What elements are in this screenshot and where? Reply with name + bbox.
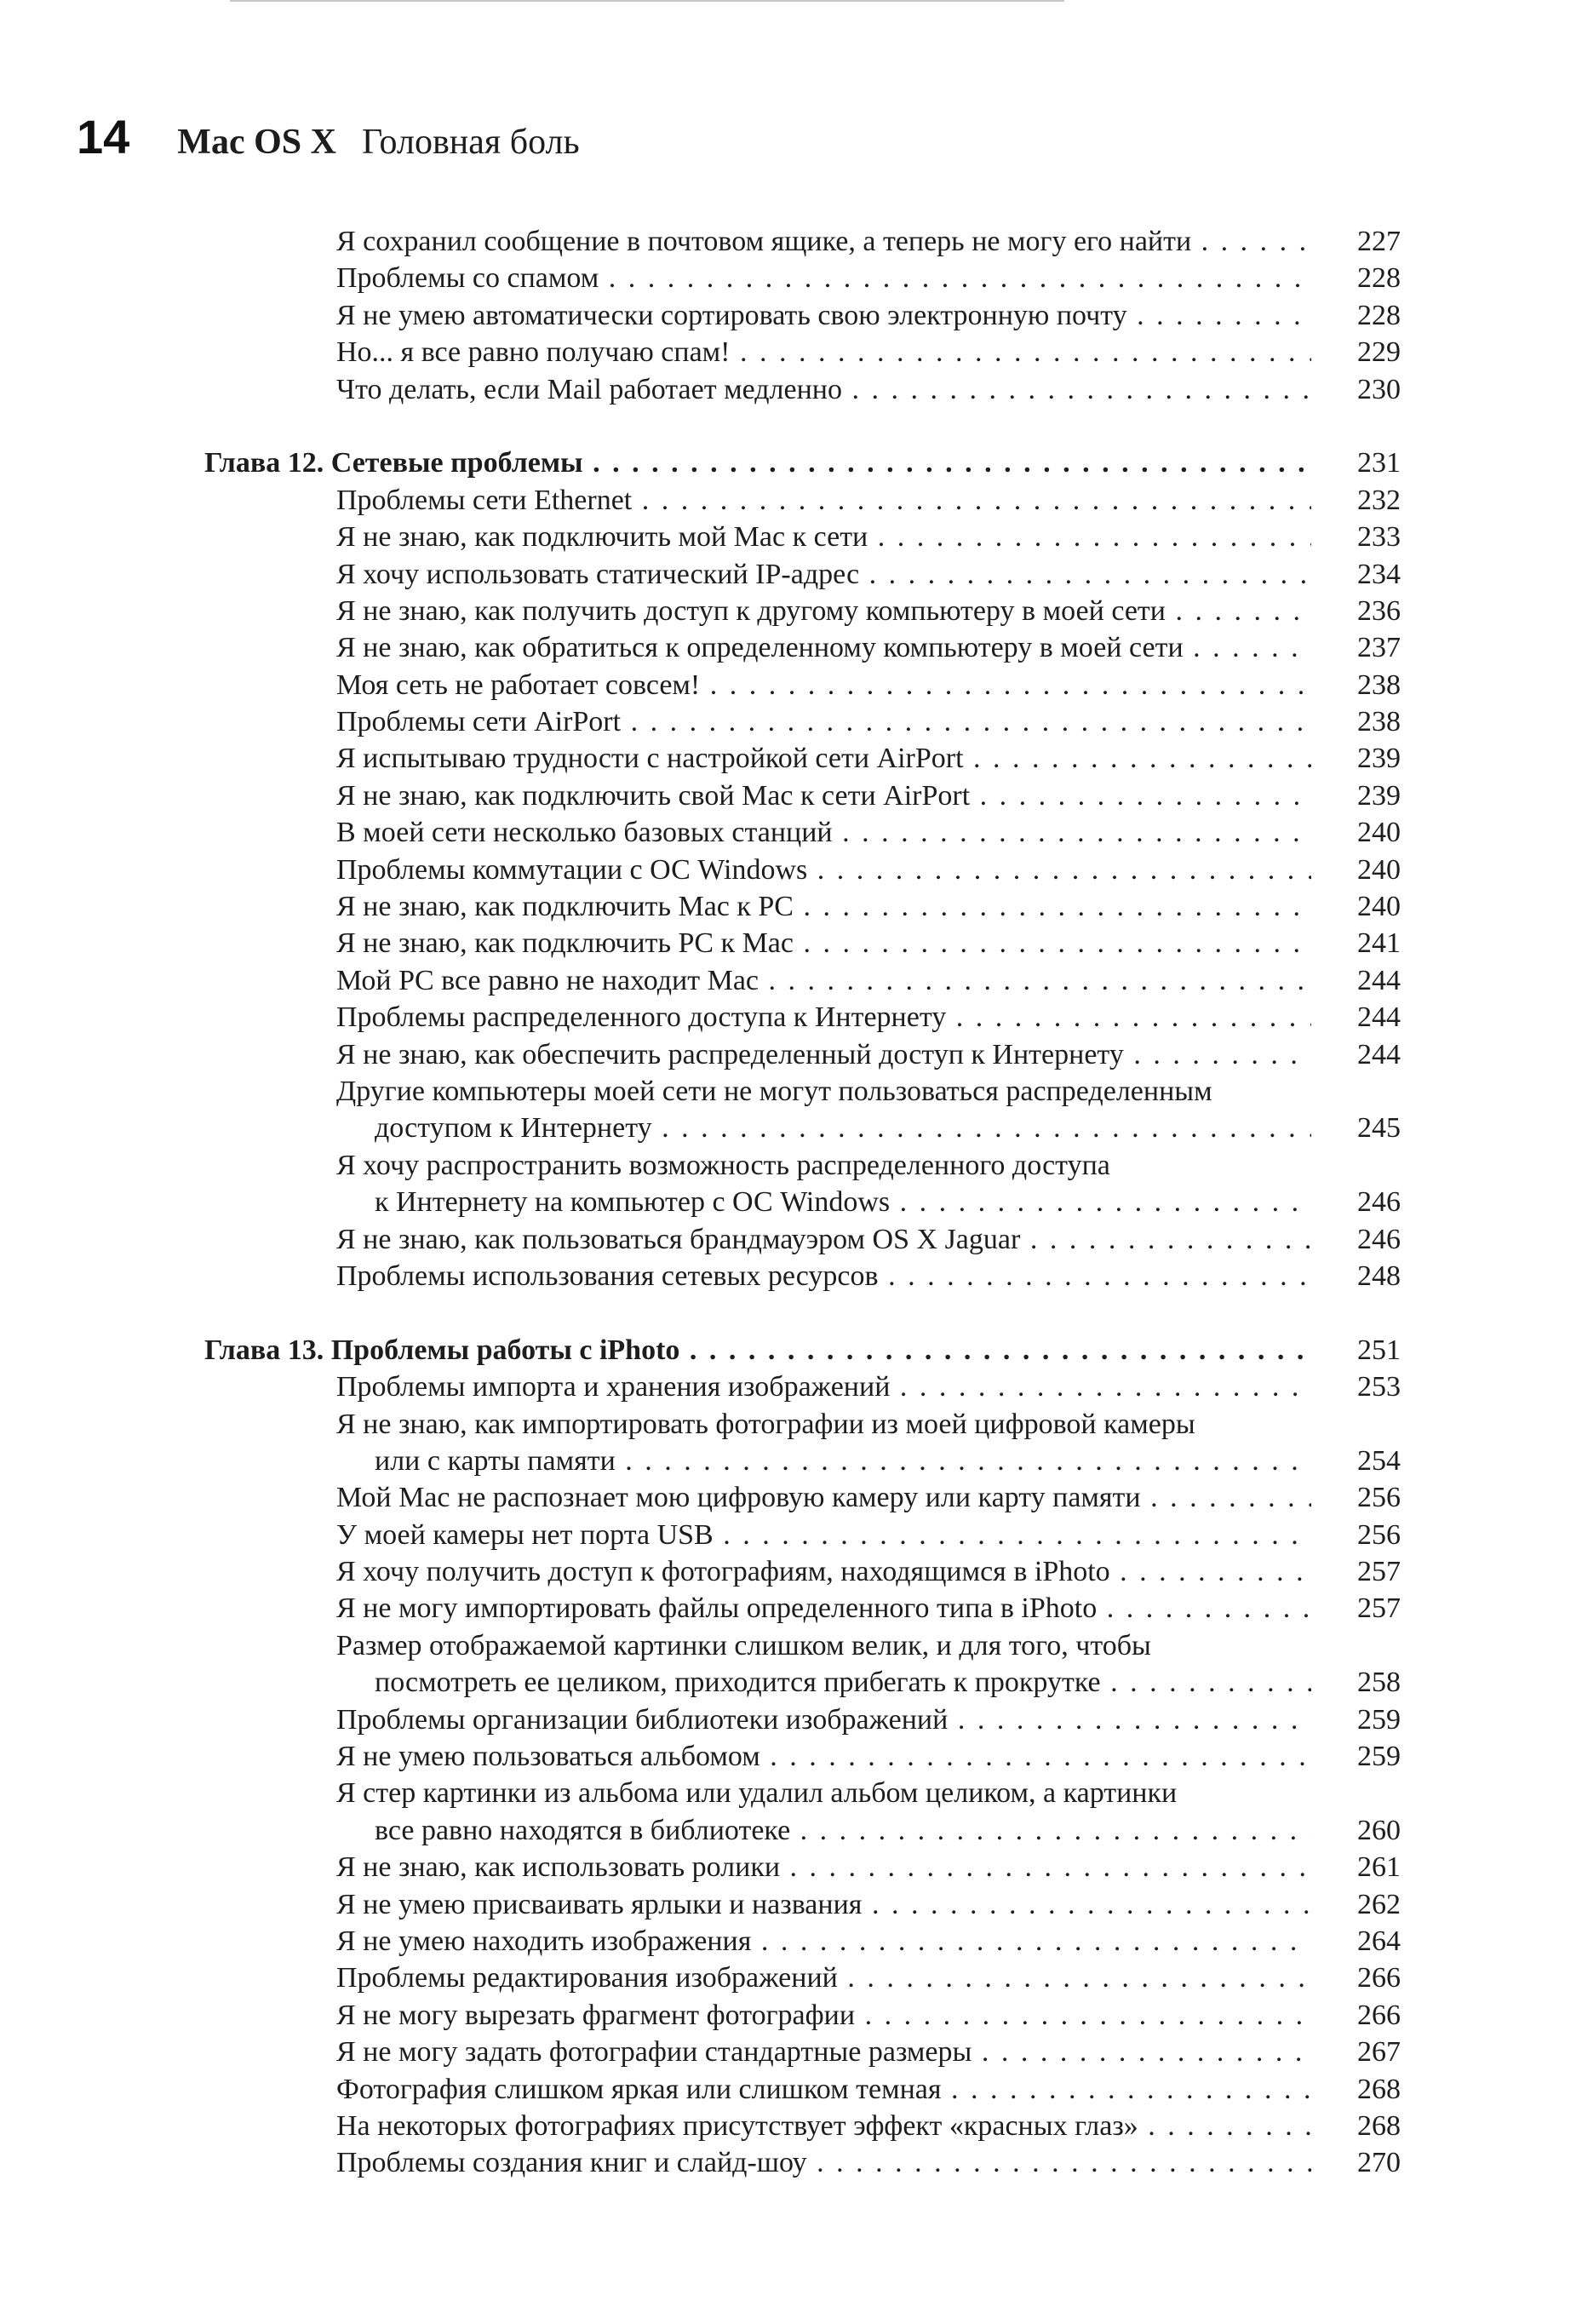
toc-entry: [0, 1701, 1582, 1738]
chapter-gap: [0, 408, 1582, 445]
toc-entry-title: Я не знаю, как подключить PC к Mac . . .: [336, 925, 1311, 961]
toc-entry-title: Мой Mac не распознает мою цифровую камеру или карту памяти . . .: [336, 1479, 1311, 1516]
toc-entry-page: 257: [1357, 1556, 1401, 1588]
toc-entry: [0, 1886, 1582, 1923]
toc-entry-title: Я не знаю, как подключить свой Mac к сети AirPort . . .: [336, 778, 1311, 814]
toc-entry-page: 246: [1357, 1186, 1401, 1219]
toc-entry-page: 236: [1357, 594, 1401, 627]
toc-entry-continuation: [0, 1812, 1582, 1849]
toc-entry: [0, 2108, 1582, 2144]
toc-entry-title: Я испытываю трудности с настройкой сети AirPort . . .: [336, 740, 1311, 777]
toc-entry-page: 254: [1357, 1444, 1401, 1477]
toc-entry-page: 244: [1357, 964, 1401, 996]
toc-entry-title: Я не знаю, как подключить мой Mac к сети . . .: [336, 519, 1311, 555]
toc-entry: [0, 223, 1582, 260]
toc-entry-page: 230: [1357, 373, 1401, 405]
toc-entry: [0, 1479, 1582, 1516]
toc-entry-page: 262: [1357, 1888, 1401, 1920]
toc-entry: [0, 888, 1582, 925]
toc-entry-page: 266: [1357, 1999, 1401, 2031]
toc-entry-page: 246: [1357, 1223, 1401, 1255]
toc-entry-title: Я не знаю, как обратиться к определенному компьютеру в моей сети . . .: [336, 629, 1311, 666]
toc-entry: [0, 1923, 1582, 1960]
toc-chapter-page: 251: [1357, 1334, 1401, 1366]
toc-entry-page: 258: [1357, 1667, 1401, 1699]
toc-entry-page: 227: [1357, 226, 1401, 257]
toc-entry-title: Проблемы редактирования изображений . . .: [336, 1960, 1311, 1996]
toc-entry: [0, 1775, 1582, 1811]
toc-entry-page: 233: [1357, 521, 1401, 554]
toc-entry-title: Я не знаю, как пользоваться брандмауэром OS X Jaguar . . .: [336, 1221, 1311, 1258]
toc-entry-title: Я хочу получить доступ к фотографиям, находящимся в iPhoto . . .: [336, 1553, 1311, 1590]
toc-entry: [0, 740, 1582, 777]
toc-entry: [0, 999, 1582, 1036]
toc-entry-page: 241: [1357, 927, 1401, 960]
toc-entry-page: 256: [1357, 1518, 1401, 1551]
toc-entry-page: 239: [1357, 779, 1401, 812]
toc-entry: [0, 703, 1582, 740]
toc-entry: [0, 2144, 1582, 2181]
toc-chapter-page: 231: [1357, 447, 1401, 479]
toc-entry-page: 228: [1357, 262, 1401, 295]
toc-entry: [0, 1369, 1582, 1405]
toc-entry: [0, 1073, 1582, 1110]
toc-entry-title: Проблемы коммутации с ОС Windows . . .: [336, 852, 1311, 888]
toc-entry-title: Мой PC все равно не находит Mac . . .: [336, 962, 1311, 999]
toc-entry-title: или с карты памяти . . .: [375, 1443, 1311, 1479]
toc-entry: [0, 260, 1582, 296]
toc-entry-page: 244: [1357, 1038, 1401, 1070]
toc-entry: [0, 482, 1582, 519]
toc-entry-title: Я не знаю, как использовать ролики . . .: [336, 1849, 1311, 1885]
toc-entry-title: На некоторых фотографиях присутствует эффект «красных глаз» . . .: [336, 2108, 1311, 2144]
toc-entry-page: 256: [1357, 1482, 1401, 1514]
toc-entry-title: Я не знаю, как импортировать фотографии из моей цифровой камеры: [336, 1408, 1195, 1440]
toc-entry-page: 259: [1357, 1741, 1401, 1773]
toc-entry-title: посмотреть ее целиком, приходится прибегать к прокрутке . . .: [375, 1664, 1311, 1701]
toc-entry: [0, 925, 1582, 961]
toc-entry-page: 268: [1357, 2109, 1401, 2142]
toc-entry-page: 257: [1357, 1592, 1401, 1625]
toc-entry: [0, 852, 1582, 888]
page-number: 14: [77, 110, 130, 164]
toc-entry-page: 259: [1357, 1703, 1401, 1736]
toc-entry-page: 239: [1357, 743, 1401, 775]
toc-entry-title: В моей сети несколько базовых станций . . .: [336, 814, 1311, 851]
toc-entry-continuation: [0, 1443, 1582, 1479]
toc-entry-page: 264: [1357, 1925, 1401, 1957]
toc-entry-title: Я не умею пользоваться альбомом . . .: [336, 1738, 1311, 1775]
toc-entry-title: Что делать, если Mail работает медленно . . .: [336, 371, 1311, 408]
toc-entry-page: 261: [1357, 1851, 1401, 1884]
toc-entry-title: Я не знаю, как обеспечить распределенный доступ к Интернету . . .: [336, 1036, 1311, 1073]
toc-entry: [0, 1590, 1582, 1627]
toc-entry: [0, 629, 1582, 666]
toc-entry: [0, 1738, 1582, 1775]
toc-entry-title: Фотография слишком яркая или слишком темная . . .: [336, 2071, 1311, 2108]
toc-entry: [0, 1036, 1582, 1073]
toc-entry-title: Я не могу импортировать файлы определенного типа в iPhoto . . .: [336, 1590, 1311, 1627]
toc-entry: [0, 667, 1582, 703]
toc-entry: [0, 1960, 1582, 1996]
toc-entry-title: Я сохранил сообщение в почтовом ящике, а теперь не могу его найти . . .: [336, 223, 1311, 260]
toc-entry-page: 240: [1357, 891, 1401, 923]
toc-entry-page: 229: [1357, 336, 1401, 369]
toc-entry-title: Я не могу вырезать фрагмент фотографии . . .: [336, 1997, 1311, 2034]
toc-entry-title: Проблемы сети AirPort . . .: [336, 703, 1311, 740]
toc-entry-page: 240: [1357, 817, 1401, 849]
toc-entry-page: 238: [1357, 706, 1401, 738]
toc-entry: [0, 1627, 1582, 1664]
toc-entry-title: Я не умею находить изображения . . .: [336, 1923, 1311, 1960]
toc-entry-page: 268: [1357, 2073, 1401, 2105]
toc-entry: [0, 1517, 1582, 1553]
toc-entry-title: Я не знаю, как подключить Mac к PC . . .: [336, 888, 1311, 925]
toc-entry-page: 234: [1357, 558, 1401, 590]
toc-entry-title: Проблемы создания книг и слайд-шоу . . .: [336, 2144, 1311, 2181]
toc-entry-continuation: [0, 1184, 1582, 1220]
toc-entry-title: Размер отображаемой картинки слишком велик, и для того, чтобы: [336, 1629, 1151, 1661]
toc-entry-title: все равно находятся в библиотеке . . .: [375, 1812, 1311, 1849]
toc-entry-title: Моя сеть не работает совсем! . . .: [336, 667, 1311, 703]
toc-entry-continuation: [0, 1110, 1582, 1146]
toc-entry: [0, 1147, 1582, 1184]
toc-entry-title: Другие компьютеры моей сети не могут пользоваться распределенным: [336, 1075, 1212, 1107]
toc-entry-page: 248: [1357, 1260, 1401, 1292]
toc-chapter-title: Глава 12. Сетевые проблемы . . .: [204, 445, 1311, 481]
toc-entry: [0, 593, 1582, 629]
toc-entry: [0, 814, 1582, 851]
toc-entry: [0, 1553, 1582, 1590]
book-title: Mac OS X: [177, 123, 336, 162]
toc-entry-page: 237: [1357, 632, 1401, 664]
toc-entry-page: 267: [1357, 2036, 1401, 2069]
toc-entry-title: Я хочу использовать статический IP-адрес . . .: [336, 556, 1311, 593]
toc-entry-title: Проблемы распределенного доступа к Интернету . . .: [336, 999, 1311, 1036]
toc-entry: [0, 1997, 1582, 2034]
toc-entry-page: 245: [1357, 1112, 1401, 1145]
toc-entry-page: 253: [1357, 1371, 1401, 1403]
top-rule: [230, 0, 1064, 2]
toc-entry: [0, 1406, 1582, 1443]
toc-entry: [0, 297, 1582, 334]
toc-entry-page: 244: [1357, 1001, 1401, 1034]
toc-entry: [0, 1221, 1582, 1258]
toc-entry-title: к Интернету на компьютер с ОС Windows . . .: [375, 1184, 1311, 1220]
toc-entry: [0, 371, 1582, 408]
toc-entry-page: 232: [1357, 484, 1401, 516]
toc-entry: [0, 556, 1582, 593]
toc-entry-title: Я хочу распространить возможность распределенного доступа: [336, 1149, 1110, 1181]
toc-entry: [0, 519, 1582, 555]
toc-entry-page: 266: [1357, 1962, 1401, 1994]
toc-chapter: [0, 1332, 1582, 1369]
chapter-gap: [0, 1294, 1582, 1331]
toc-entry-page: 228: [1357, 299, 1401, 331]
toc-entry-title: Я не умею присваивать ярлыки и названия . . .: [336, 1886, 1311, 1923]
toc-entry-title: У моей камеры нет порта USB . . .: [336, 1517, 1311, 1553]
toc-entry: [0, 778, 1582, 814]
table-of-contents: [0, 223, 1582, 2182]
toc-entry-page: 240: [1357, 853, 1401, 886]
toc-entry: [0, 962, 1582, 999]
toc-chapter: [0, 445, 1582, 481]
toc-entry-title: Я не знаю, как получить доступ к другому компьютеру в моей сети . . .: [336, 593, 1311, 629]
book-subtitle: Головная боль: [361, 123, 580, 162]
toc-entry-page: 238: [1357, 669, 1401, 701]
toc-entry: [0, 2071, 1582, 2108]
toc-entry: [0, 1849, 1582, 1885]
toc-chapter-title: Глава 13. Проблемы работы с iPhoto . . .: [204, 1332, 1311, 1369]
page-header: [77, 109, 580, 177]
toc-entry-title: Проблемы импорта и хранения изображений . . .: [336, 1369, 1311, 1405]
toc-entry: [0, 334, 1582, 370]
toc-entry-title: Проблемы организации библиотеки изображений . . .: [336, 1701, 1311, 1738]
toc-entry-page: 260: [1357, 1814, 1401, 1846]
toc-entry-title: Проблемы со спамом . . .: [336, 260, 1311, 296]
toc-entry-title: Проблемы использования сетевых ресурсов . . .: [336, 1258, 1311, 1294]
toc-entry-title: доступом к Интернету . . .: [375, 1110, 1311, 1146]
toc-entry-title: Я не могу задать фотографии стандартные размеры . . .: [336, 2034, 1311, 2070]
toc-entry-title: Проблемы сети Ethernet . . .: [336, 482, 1311, 519]
toc-entry-title: Но... я все равно получаю спам! . . .: [336, 334, 1311, 370]
toc-entry-title: Я стер картинки из альбома или удалил альбом целиком, а картинки: [336, 1777, 1178, 1810]
toc-entry: [0, 1258, 1582, 1294]
toc-entry-continuation: [0, 1664, 1582, 1701]
toc-entry-page: 270: [1357, 2147, 1401, 2179]
toc-entry: [0, 2034, 1582, 2070]
toc-entry-title: Я не умею автоматически сортировать свою электронную почту . . .: [336, 297, 1311, 334]
